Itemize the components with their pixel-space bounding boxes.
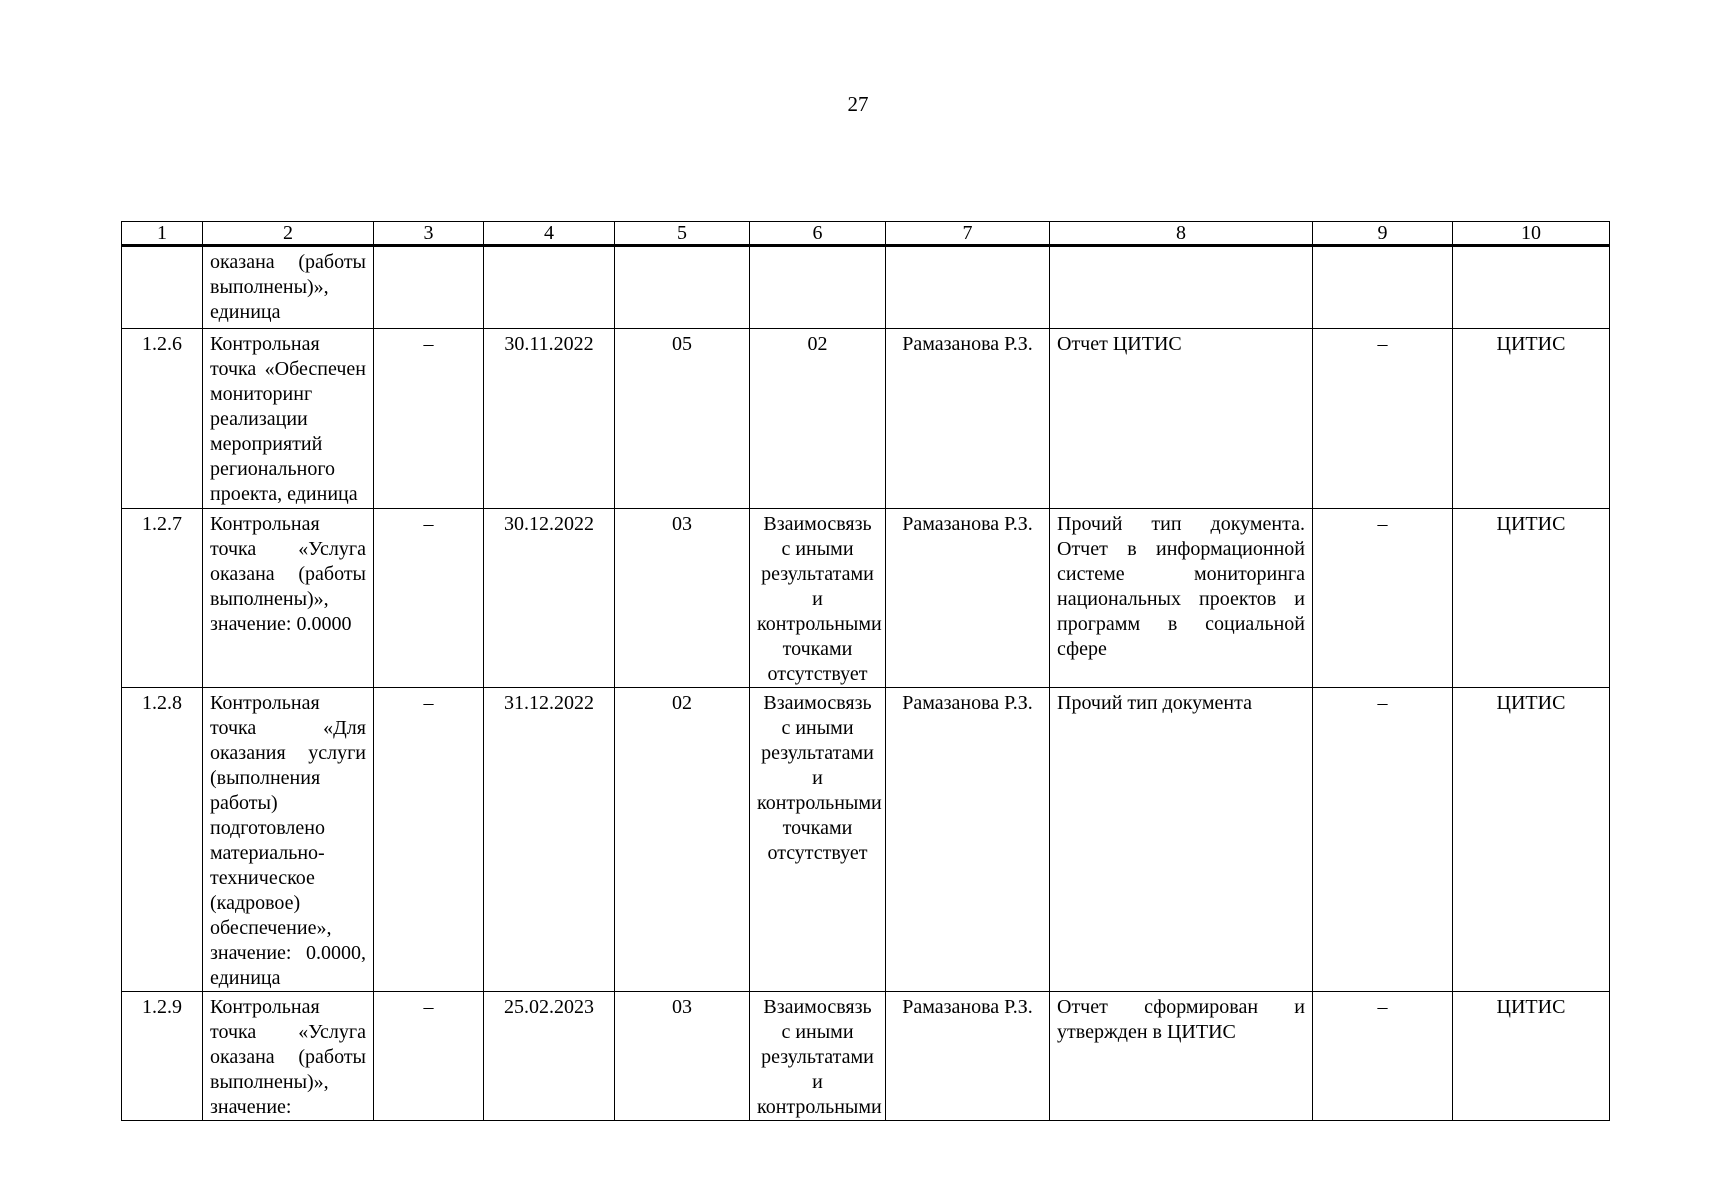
document-type (1050, 246, 1313, 329)
column-header: 3 (374, 222, 484, 246)
table-row (122, 992, 1610, 1121)
row-number: 1.2.8 (122, 688, 203, 992)
cell-col9 (1313, 246, 1453, 329)
cell-col3: – (374, 329, 484, 509)
due-date: 30.12.2022 (484, 509, 615, 688)
table-row (122, 509, 1610, 688)
control-point-name: Контрольная точка «Услуга оказана (работы выполнены)», значение: (203, 992, 374, 1121)
cell-col5: 03 (615, 509, 750, 688)
document-type: Отчет сформирован и утвержден в ЦИТИС (1050, 992, 1313, 1121)
cell-col3: – (374, 992, 484, 1121)
document-type: Прочий тип документа (1050, 688, 1313, 992)
due-date: 30.11.2022 (484, 329, 615, 509)
row-number: 1.2.7 (122, 509, 203, 688)
column-header: 5 (615, 222, 750, 246)
cell-col9: – (1313, 688, 1453, 992)
column-header: 4 (484, 222, 615, 246)
relation-cell: Взаимосвязь с иными результатами и контрольными (750, 992, 886, 1121)
relation-cell (750, 246, 886, 329)
column-header: 8 (1050, 222, 1313, 246)
control-point-name: Контрольная точка «Услуга оказана (работы выполнены)», значение: 0.0000 (203, 509, 374, 688)
cell-col3: – (374, 688, 484, 992)
control-point-name: Контрольная точка «Для оказания услуги (выполнения работы) подготовлено материально-техническое (кадровое) обеспечение», значение: 0.0000, единица (203, 688, 374, 992)
table-row (122, 246, 1610, 329)
responsible-person (886, 246, 1050, 329)
column-header: 1 (122, 222, 203, 246)
due-date: 31.12.2022 (484, 688, 615, 992)
information-system: ЦИТИС (1453, 992, 1610, 1121)
page-number: 27 (847, 92, 869, 116)
information-system (1453, 246, 1610, 329)
cell-col3: – (374, 509, 484, 688)
control-point-name: оказана (работы выполнены)», единица (203, 246, 374, 329)
relation-cell: 02 (750, 329, 886, 509)
row-number (122, 246, 203, 329)
table-header-row (122, 222, 1610, 246)
information-system: ЦИТИС (1453, 509, 1610, 688)
cell-col5 (615, 246, 750, 329)
column-header: 6 (750, 222, 886, 246)
table-row (122, 329, 1610, 509)
cell-col5: 02 (615, 688, 750, 992)
document-type: Прочий тип документа. Отчет в информационной системе мониторинга национальных проектов и программ в социальной сфере (1050, 509, 1313, 688)
cell-col9: – (1313, 329, 1453, 509)
column-header: 9 (1313, 222, 1453, 246)
row-number: 1.2.9 (122, 992, 203, 1121)
document-type: Отчет ЦИТИС (1050, 329, 1313, 509)
information-system: ЦИТИС (1453, 329, 1610, 509)
due-date (484, 246, 615, 329)
relation-cell: Взаимосвязь с иными результатами и контрольными точками отсутствует (750, 688, 886, 992)
cell-col9: – (1313, 509, 1453, 688)
row-number: 1.2.6 (122, 329, 203, 509)
control-point-name: Контрольная точка «Обеспечен мониторинг реализации мероприятий регионального проекта, единица (203, 329, 374, 509)
column-header: 10 (1453, 222, 1610, 246)
cell-col3 (374, 246, 484, 329)
column-header: 7 (886, 222, 1050, 246)
column-header: 2 (203, 222, 374, 246)
control-points-table (121, 221, 1610, 1121)
responsible-person: Рамазанова Р.З. (886, 509, 1050, 688)
information-system: ЦИТИС (1453, 688, 1610, 992)
table-row (122, 688, 1610, 992)
responsible-person: Рамазанова Р.З. (886, 688, 1050, 992)
relation-cell: Взаимосвязь с иными результатами и контрольными точками отсутствует (750, 509, 886, 688)
cell-col5: 05 (615, 329, 750, 509)
responsible-person: Рамазанова Р.З. (886, 992, 1050, 1121)
cell-col5: 03 (615, 992, 750, 1121)
cell-col9: – (1313, 992, 1453, 1121)
responsible-person: Рамазанова Р.З. (886, 329, 1050, 509)
due-date: 25.02.2023 (484, 992, 615, 1121)
